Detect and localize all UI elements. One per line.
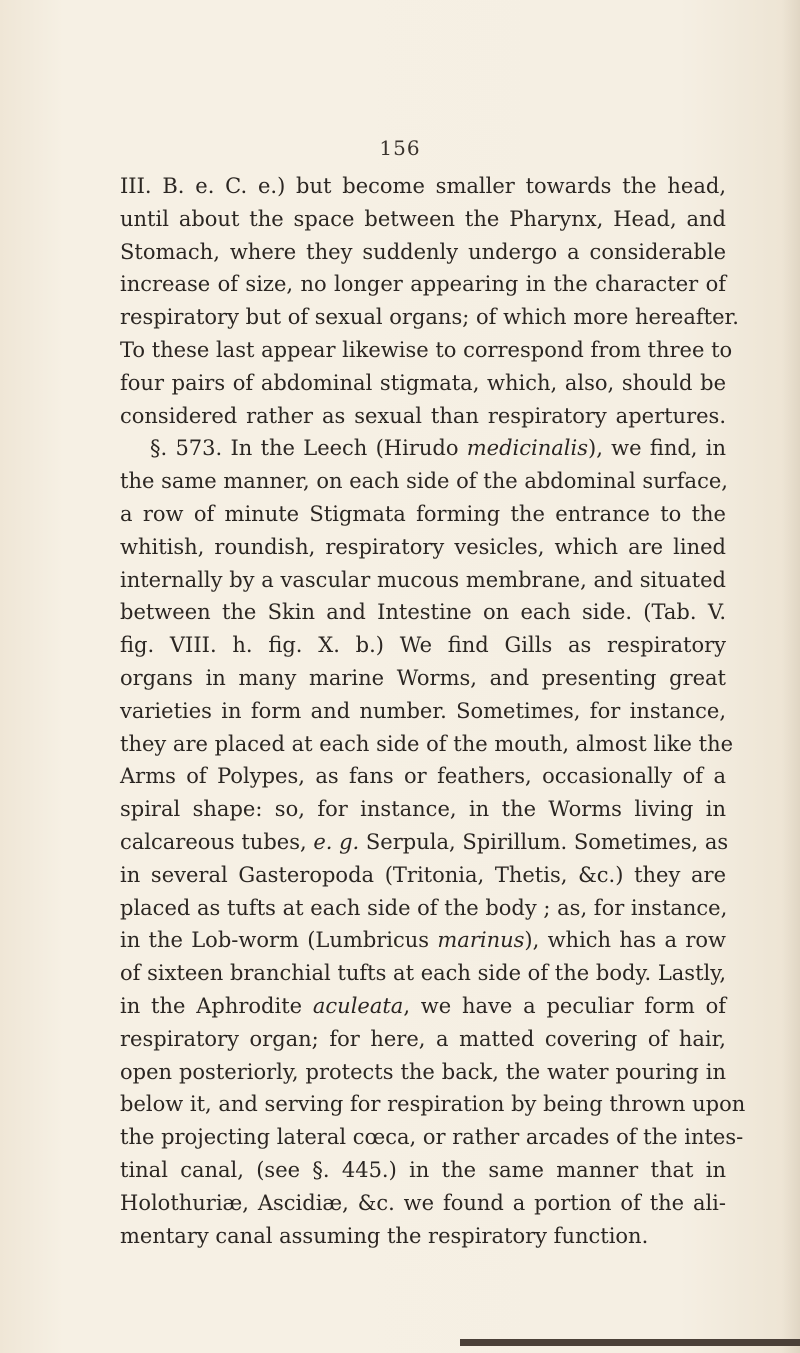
page-edge-shadow: [782, 0, 800, 1353]
text-segment: Serpula, Spirillum. Sometimes, as: [359, 829, 729, 854]
text-segment: in the Lob-worm (Lumbricus: [120, 928, 438, 953]
text-line: fig. VIII. h. fig. X. b.) We find Gills as respiratory: [120, 633, 726, 658]
text-line: until about the space between the Pharynx, Head, and: [120, 206, 726, 231]
text-line: whitish, roundish, respiratory vesicles, which are lined: [120, 534, 726, 559]
text-line: respiratory organ; for here, a matted covering of hair,: [120, 1026, 726, 1051]
text-line: [120, 990, 726, 1023]
page-number: 156: [379, 136, 421, 160]
text-segment: calcareous tubes,: [120, 829, 314, 854]
text-line: organs in many marine Worms, and presenting great: [120, 665, 726, 690]
text-line: To these last appear likewise to correspond from three to: [120, 337, 733, 362]
text-line: increase of size, no longer appearing in the character of: [120, 272, 726, 297]
text-segment: ), which has a row: [524, 928, 726, 953]
text-line: Arms of Polypes, as fans or feathers, occasionally of a: [120, 764, 726, 789]
text-segment: in the Aphrodite: [120, 993, 313, 1018]
text-segment: , we have a peculiar form of: [403, 993, 727, 1018]
bottom-rule: [460, 1339, 800, 1346]
text-line: tinal canal, (see §. 445.) in the same manner that in: [120, 1157, 726, 1182]
text-line: [120, 826, 729, 859]
text-line: they are placed at each side of the mouth, almost like the: [120, 731, 734, 756]
text-line: the projecting lateral cœca, or rather arcades of the intes-: [120, 1125, 744, 1150]
italic-term: medicinalis: [466, 436, 588, 461]
italic-term: e. g.: [313, 829, 360, 854]
text-segment: ), we find, in: [588, 436, 726, 461]
text-line: spiral shape: so, for instance, in the Worms living in: [120, 797, 726, 822]
text-line: varieties in form and number. Sometimes, for instance,: [120, 698, 726, 723]
text-line: internally by a vascular mucous membrane, and situated: [120, 567, 726, 592]
text-line: in several Gasteropoda (Tritonia, Thetis, &c.) they are: [120, 862, 726, 887]
text-line: Holothuriæ, Ascidiæ, &c. we found a portion of the ali-: [120, 1190, 726, 1215]
text-line: Stomach, where they suddenly undergo a considerable: [120, 239, 726, 264]
text-line: four pairs of abdominal stigmata, which, also, should be: [120, 370, 726, 395]
text-line: III. B. e. C. e.) but become smaller towards the head,: [120, 174, 726, 198]
text-line: between the Skin and Intestine on each side. (Tab. V.: [120, 600, 726, 625]
text-line: mentary canal assuming the respiratory function.: [120, 1223, 649, 1248]
text-line: of sixteen branchial tufts at each side of the body. Lastly,: [120, 961, 726, 986]
italic-term: marinus: [437, 928, 525, 953]
text-line: a row of minute Stigmata forming the entrance to the: [120, 501, 726, 526]
text-line: [120, 924, 726, 957]
text-line: considered rather as sexual than respiratory apertures.: [120, 403, 726, 428]
text-line: open posteriorly, protects the back, the water pouring in: [120, 1059, 726, 1084]
text-line: respiratory but of sexual organs; of which more hereafter.: [120, 305, 739, 330]
text-line: [120, 432, 726, 465]
text-line: below it, and serving for respiration by being thrown upon: [120, 1092, 746, 1117]
italic-term: aculeata: [312, 993, 404, 1018]
body-text: [120, 170, 746, 1252]
text-line: the same manner, on each side of the abdominal surface,: [120, 469, 728, 494]
text-segment: §. 573. In the Leech (Hirudo: [150, 436, 467, 461]
text-line: placed as tufts at each side of the body ; as, for instance,: [120, 895, 728, 920]
